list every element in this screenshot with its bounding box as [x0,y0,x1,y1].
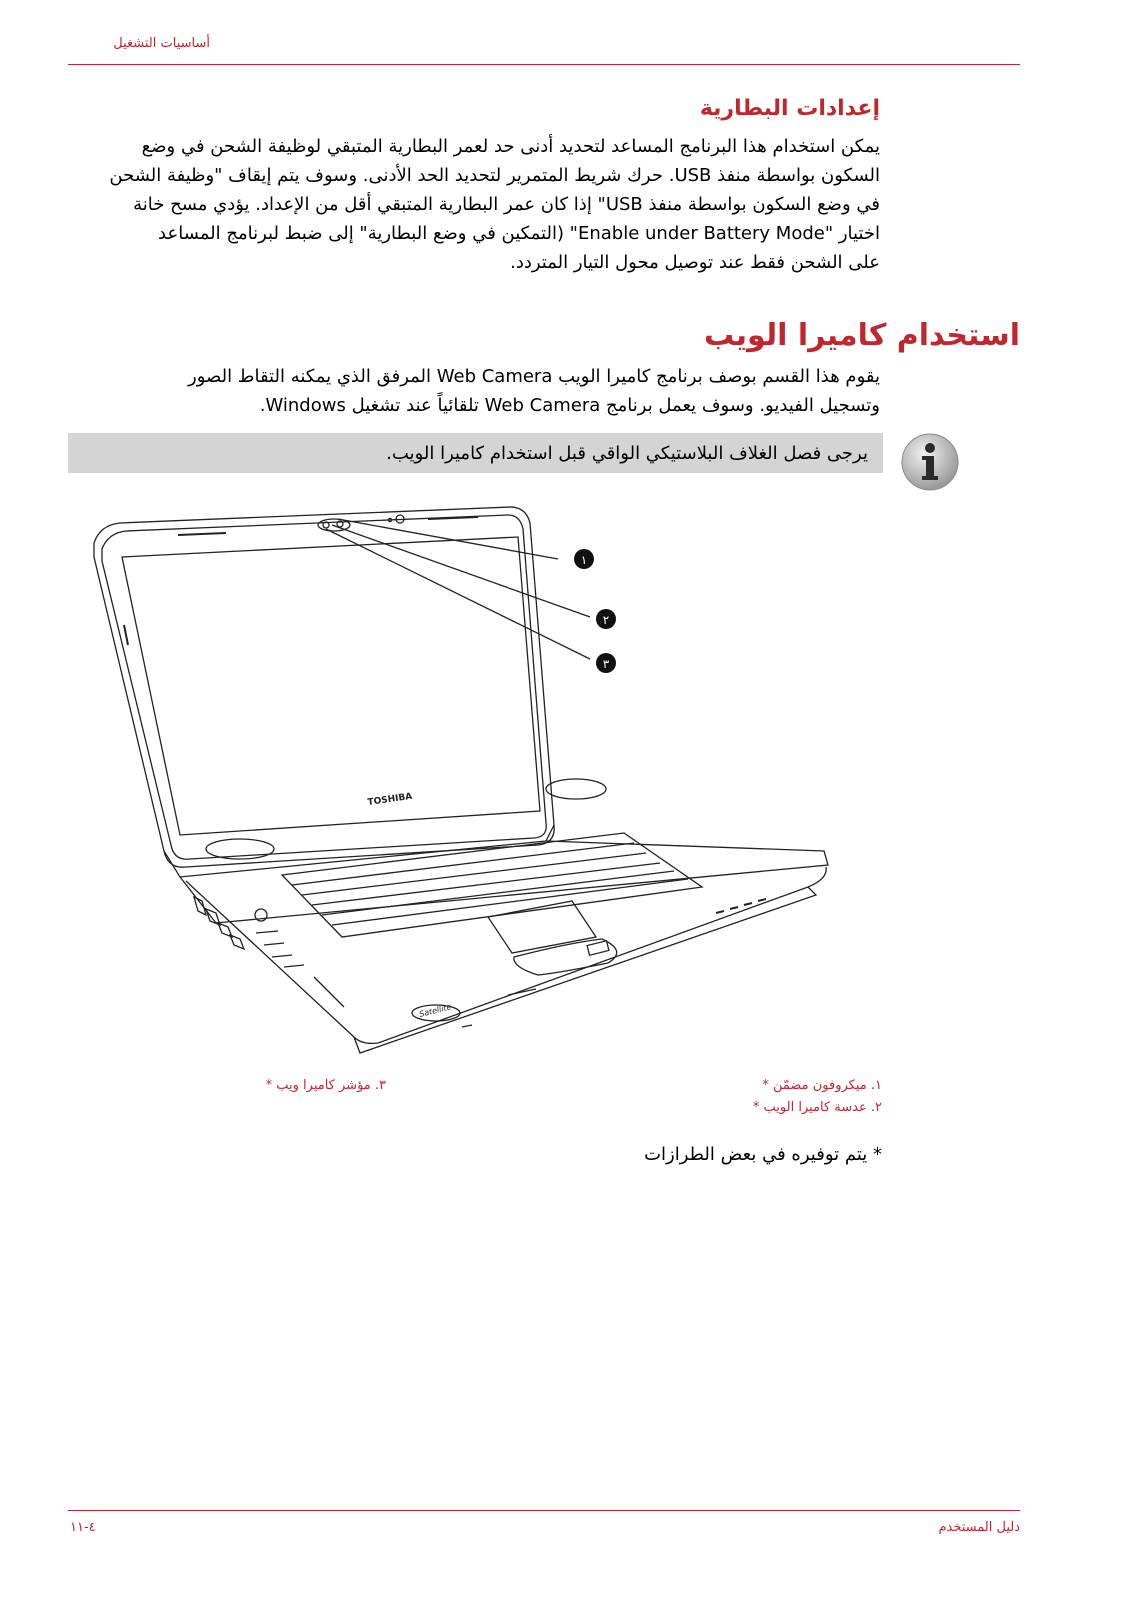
footnote: * يتم توفيره في بعض الطرازات [644,1144,882,1165]
paragraph-line: في وضع السكون بواسطة منفذ USB" إذا كان عمر البطارية المتبقي أقل من الإعداد. يؤدي مسح خانة [133,194,880,215]
palm-brand-label: Satellite [418,1002,453,1019]
battery-settings-paragraph [80,132,880,277]
callout-number-1: ١ [580,553,588,567]
caption-camera-indicator: ٣. مؤشر كاميرا ويب * [265,1078,386,1093]
paragraph-line: يمكن استخدام هذا البرنامج المساعد لتحديد أدنى حد لعمر البطارية المتبقي لوظيفة الشحن في وضع [141,136,880,157]
webcam-heading: استخدام كاميرا الويب [704,318,1020,353]
header-rule [68,64,1020,65]
callout-number-2: ٢ [602,613,610,627]
callout-number-3: ٣ [602,657,610,671]
footer-guide-title: دليل المستخدم [938,1520,1020,1535]
info-icon [900,432,960,492]
page-number: ٤-١١ [70,1520,96,1535]
lid-brand-label: TOSHIBA [367,791,413,808]
paragraph-line: وتسجيل الفيديو. وسوف يعمل برنامج Web Camera تلقائياً عند تشغيل Windows. [259,395,880,416]
paragraph-line: يقوم هذا القسم بوصف برنامج كاميرا الويب Web Camera المرفق الذي يمكنه التقاط الصور [188,366,880,387]
laptop-illustration [68,505,938,1085]
running-header: أساسيات التشغيل [113,36,210,51]
battery-settings-heading: إعدادات البطارية [699,96,880,121]
paragraph-line: على الشحن فقط عند توصيل محول التيار المتردد. [510,252,880,273]
caption-microphone: ١. ميكروفون مضمّن * [762,1078,882,1093]
footer-rule [68,1510,1020,1511]
webcam-paragraph [80,362,880,420]
caption-camera-lens: ٢. عدسة كاميرا الويب * [752,1100,882,1115]
paragraph-line: السكون بواسطة منفذ USB. حرك شريط المتمرير لتحديد الحد الأدنى. وسوف يتم إيقاف "وظيفة الشحن [109,165,880,186]
paragraph-line: اختيار "Enable under Battery Mode" (التمكين في وضع البطارية" إلى ضبط لبرنامج المساعد [158,223,880,244]
note-text: يرجى فصل الغلاف البلاستيكي الواقي قبل استخدام كاميرا الويب. [386,443,868,464]
